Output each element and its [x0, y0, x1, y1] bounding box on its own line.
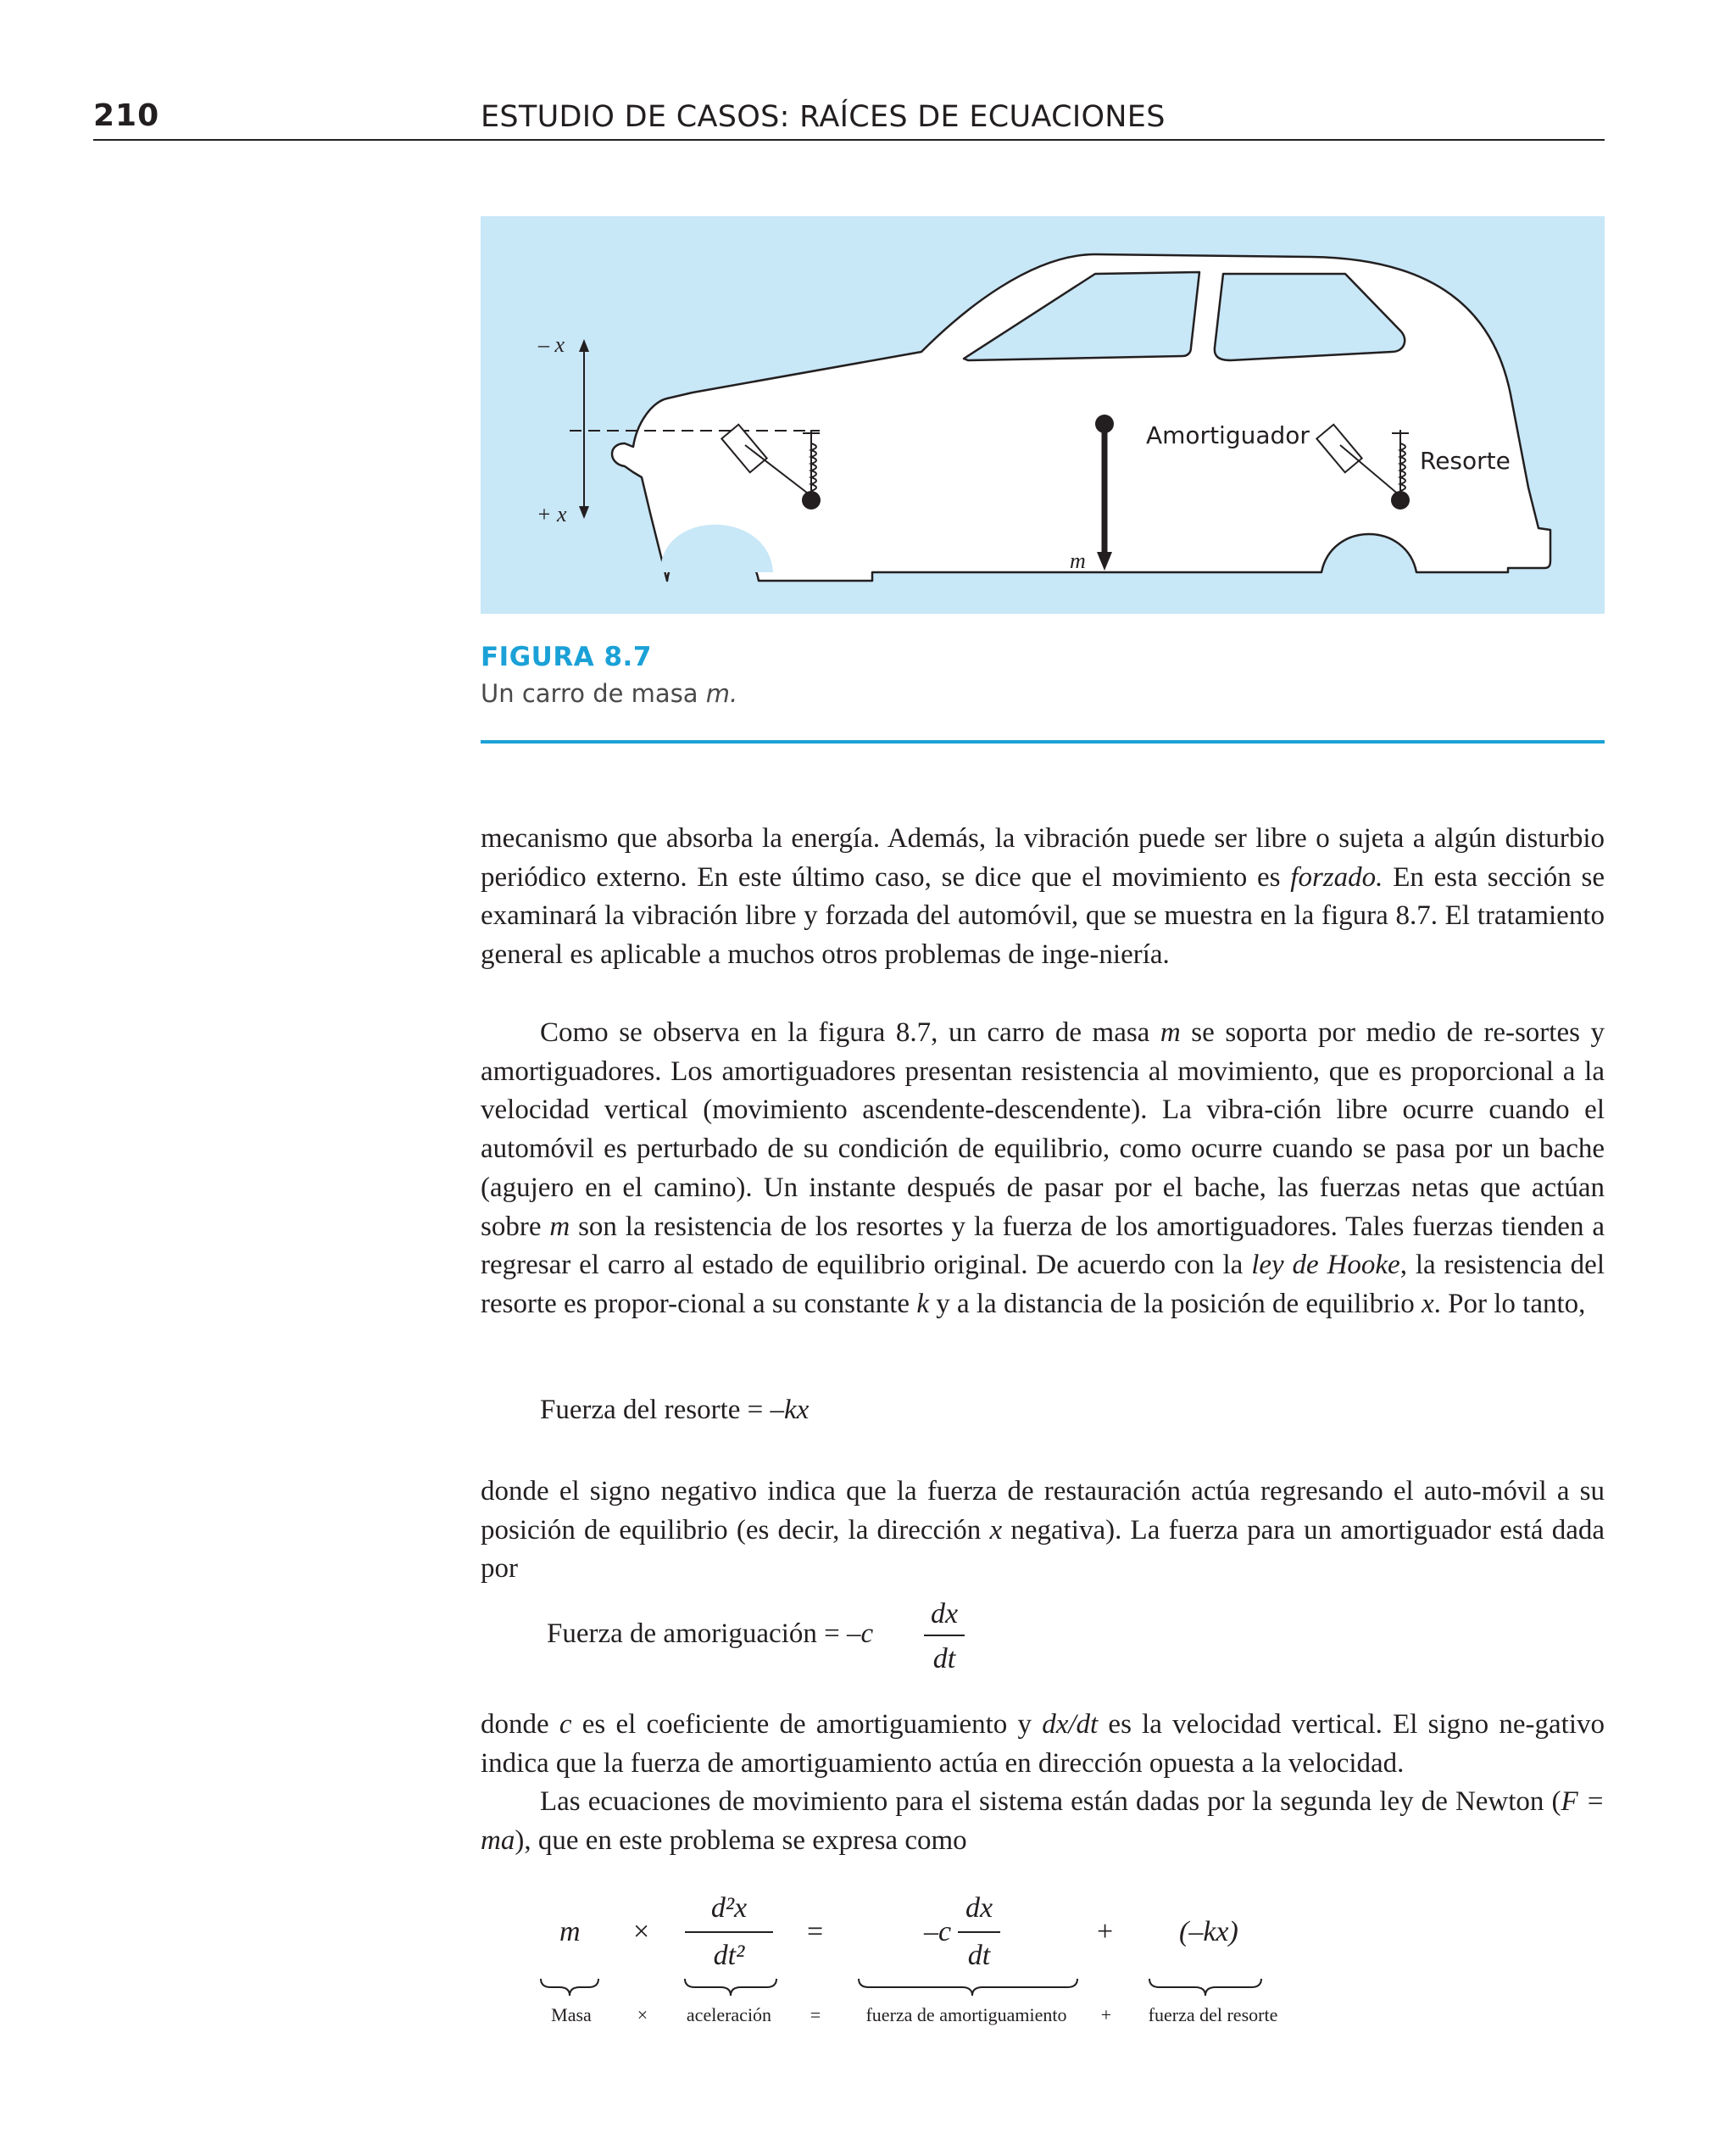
damper-denominator: dt [932, 1643, 956, 1674]
figure-rule [481, 740, 1605, 744]
x-axis-arrow-down [579, 506, 589, 519]
accel-numerator: d²x [710, 1892, 748, 1924]
brace-spring [1149, 1979, 1261, 1996]
label-plus: + [1100, 2004, 1112, 2025]
label-acceleration: aceleración [686, 2004, 772, 2025]
paragraph-2: Como se observa en la figura 8.7, un carro de masa m se soporta por medio de re-sortes y amortiguadores. Los amortiguadores presentan resistencia al movimiento, que es proporcional a la velocidad vertical (movimiento ascendente-descendente). La vibra-ción libre ocurre cuando el automóvil es perturbado de su condición de equilibrio, como ocurre cuando se pasa por un bache (agujero en el camino). Un instante después de pasar por el bache, las fuerzas netas que actúan sobre m son la resistencia de los resortes y la fuerza de los amortiguadores. Tales fuerzas tienden a regresar el carro al estado de equilibrio original. De acuerdo con la ley de Hooke, la resistencia del resorte es propor-cional a su constante k y a la distancia de la posición de equilibrio x. Por lo tanto, [481, 1017, 1605, 1319]
eq-equals: = [807, 1916, 824, 1947]
eq-times: × [633, 1916, 650, 1947]
eq-neg-c: –c [924, 1916, 952, 1947]
car-illustration [481, 216, 1605, 614]
eq-mass: m [559, 1916, 581, 1947]
label-times: × [637, 2004, 648, 2025]
figure-label: FIGURA 8.7 [481, 642, 652, 672]
label-mass: Masa [551, 2004, 592, 2025]
velocity-numerator: dx [965, 1892, 993, 1924]
eq-spring-term: (–kx) [1179, 1916, 1238, 1947]
damper-label: Amortiguador [1146, 421, 1310, 449]
pos-x-label: + x [537, 502, 567, 526]
spring-force-equation: Fuerza del resorte = –kx [540, 1395, 810, 1425]
figure-car-diagram [481, 216, 1605, 614]
label-equals: = [810, 2004, 821, 2025]
paragraph-3: donde el signo negativo indica que la fuerza de restauración actúa regresando el auto-móvil a su posición de equilibrio (es decir, la dirección x negativa). La fuerza para un amortiguador está dada por [481, 1476, 1605, 1585]
paragraph-1: mecanismo que absorba la energía. Además, la vibración puede ser libre o sujeta a algún disturbio periódico externo. En este último caso, se dice que el movimiento es forzado. En esta sección se examinará la vibración libre y forzada del automóvil, que se muestra en la figura 8.7. El tratamiento general es aplicable a muchos otros problemas de inge-niería. [481, 823, 1605, 971]
figure-caption: Un carro de masa m. [481, 679, 738, 708]
damper-fraction-bar [924, 1635, 965, 1636]
brace-accel [685, 1979, 776, 1996]
brace-mass [541, 1979, 598, 1996]
spring-label: Resorte [1420, 447, 1511, 475]
label-spring-force: fuerza del resorte [1148, 2004, 1278, 2025]
paragraph-4: donde c es el coeficiente de amortiguamiento y dx/dt es la velocidad vertical. El signo ne-gativo indica que la fuerza de amortiguamiento actúa en dirección opuesta a la velocidad. Las ecuaciones de movimiento para el sistema están dadas por la segunda ley de Newton (F = ma), que en este problema se expresa como [481, 1709, 1605, 1857]
x-axis-arrow-up [579, 339, 589, 352]
neg-x-label: – x [538, 332, 565, 357]
underbraces [526, 1975, 1288, 2001]
accel-denominator: dt² [713, 1940, 745, 1971]
accel-fraction-bar [685, 1931, 773, 1933]
label-damping-force: fuerza de amortiguamiento [865, 2004, 1067, 2025]
mass-label: m [1070, 549, 1086, 573]
brace-damping [859, 1979, 1077, 1996]
eq-plus: + [1097, 1916, 1114, 1947]
damper-numerator: dx [930, 1598, 959, 1629]
page-header [93, 95, 1605, 141]
velocity-fraction-bar [958, 1931, 1000, 1933]
running-title: ESTUDIO DE CASOS: RAÍCES DE ECUACIONES [481, 100, 1166, 134]
page-number: 210 [93, 98, 160, 133]
velocity-denominator: dt [967, 1940, 991, 1971]
